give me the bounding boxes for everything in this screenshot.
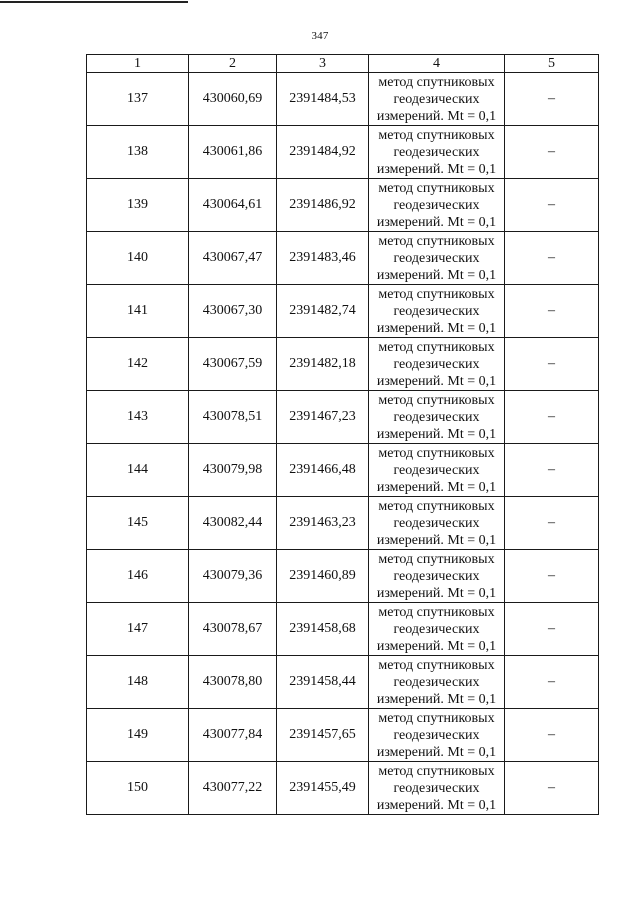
method-line: геодезических <box>393 621 480 637</box>
y-coordinate-cell: 2391484,92 <box>277 126 369 179</box>
method-cell <box>369 338 505 391</box>
method-line: метод спутниковых <box>378 127 495 143</box>
method-cell <box>369 656 505 709</box>
note-cell: – <box>505 709 599 762</box>
table-row <box>87 762 599 815</box>
method-line: измерений. Mt = 0,1 <box>376 214 497 230</box>
method-line: измерений. Mt = 0,1 <box>376 744 497 760</box>
method-line: метод спутниковых <box>378 498 495 514</box>
x-coordinate-cell: 430067,47 <box>189 232 277 285</box>
y-coordinate-cell: 2391486,92 <box>277 179 369 232</box>
point-number-cell: 142 <box>87 338 189 391</box>
method-line: геодезических <box>393 674 480 690</box>
method-cell <box>369 285 505 338</box>
table-row <box>87 126 599 179</box>
method-line: измерений. Mt = 0,1 <box>376 479 497 495</box>
method-line: метод спутниковых <box>378 392 495 408</box>
note-cell: – <box>505 232 599 285</box>
method-cell <box>369 444 505 497</box>
header-cell-5: 5 <box>505 55 599 73</box>
method-line: геодезических <box>393 515 480 531</box>
table-row <box>87 73 599 126</box>
method-cell <box>369 391 505 444</box>
method-line: метод спутниковых <box>378 657 495 673</box>
method-line: геодезических <box>393 409 480 425</box>
point-number-cell: 149 <box>87 709 189 762</box>
x-coordinate-cell: 430067,30 <box>189 285 277 338</box>
y-coordinate-cell: 2391466,48 <box>277 444 369 497</box>
method-line: измерений. Mt = 0,1 <box>376 161 497 177</box>
point-number-cell: 141 <box>87 285 189 338</box>
method-line: геодезических <box>393 780 480 796</box>
top-rule <box>0 1 188 3</box>
point-number-cell: 143 <box>87 391 189 444</box>
y-coordinate-cell: 2391458,44 <box>277 656 369 709</box>
y-coordinate-cell: 2391458,68 <box>277 603 369 656</box>
header-cell-1: 1 <box>87 55 189 73</box>
method-line: метод спутниковых <box>378 180 495 196</box>
note-cell: – <box>505 126 599 179</box>
method-cell <box>369 232 505 285</box>
point-number-cell: 144 <box>87 444 189 497</box>
method-line: измерений. Mt = 0,1 <box>376 267 497 283</box>
note-cell: – <box>505 497 599 550</box>
method-cell <box>369 603 505 656</box>
y-coordinate-cell: 2391483,46 <box>277 232 369 285</box>
note-cell: – <box>505 656 599 709</box>
y-coordinate-cell: 2391457,65 <box>277 709 369 762</box>
x-coordinate-cell: 430078,80 <box>189 656 277 709</box>
note-cell: – <box>505 391 599 444</box>
x-coordinate-cell: 430079,98 <box>189 444 277 497</box>
x-coordinate-cell: 430079,36 <box>189 550 277 603</box>
x-coordinate-cell: 430060,69 <box>189 73 277 126</box>
note-cell: – <box>505 762 599 815</box>
x-coordinate-cell: 430064,61 <box>189 179 277 232</box>
note-cell: – <box>505 338 599 391</box>
y-coordinate-cell: 2391482,74 <box>277 285 369 338</box>
method-line: геодезических <box>393 356 480 372</box>
method-line: измерений. Mt = 0,1 <box>376 320 497 336</box>
method-line: метод спутниковых <box>378 763 495 779</box>
y-coordinate-cell: 2391460,89 <box>277 550 369 603</box>
table-row <box>87 232 599 285</box>
note-cell: – <box>505 179 599 232</box>
table-row <box>87 444 599 497</box>
point-number-cell: 148 <box>87 656 189 709</box>
x-coordinate-cell: 430067,59 <box>189 338 277 391</box>
method-line: метод спутниковых <box>378 233 495 249</box>
method-line: геодезических <box>393 462 480 478</box>
table-row <box>87 338 599 391</box>
table-row <box>87 391 599 444</box>
x-coordinate-cell: 430082,44 <box>189 497 277 550</box>
y-coordinate-cell: 2391482,18 <box>277 338 369 391</box>
table-row <box>87 179 599 232</box>
x-coordinate-cell: 430077,22 <box>189 762 277 815</box>
point-number-cell: 146 <box>87 550 189 603</box>
method-line: измерений. Mt = 0,1 <box>376 797 497 813</box>
point-number-cell: 139 <box>87 179 189 232</box>
method-line: геодезических <box>393 91 480 107</box>
point-number-cell: 147 <box>87 603 189 656</box>
table-row <box>87 550 599 603</box>
note-cell: – <box>505 444 599 497</box>
point-number-cell: 150 <box>87 762 189 815</box>
page-number: 347 <box>311 30 329 42</box>
note-cell: – <box>505 603 599 656</box>
point-number-cell: 140 <box>87 232 189 285</box>
method-line: геодезических <box>393 144 480 160</box>
method-line: метод спутниковых <box>378 551 495 567</box>
y-coordinate-cell: 2391467,23 <box>277 391 369 444</box>
method-line: измерений. Mt = 0,1 <box>376 585 497 601</box>
method-line: геодезических <box>393 727 480 743</box>
method-cell <box>369 73 505 126</box>
header-cell-3: 3 <box>277 55 369 73</box>
table-row <box>87 603 599 656</box>
method-line: геодезических <box>393 568 480 584</box>
method-line: измерений. Mt = 0,1 <box>376 638 497 654</box>
method-line: геодезических <box>393 250 480 266</box>
header-cell-2: 2 <box>189 55 277 73</box>
table-body <box>87 73 599 815</box>
method-line: измерений. Mt = 0,1 <box>376 373 497 389</box>
method-line: геодезических <box>393 303 480 319</box>
note-cell: – <box>505 73 599 126</box>
method-line: геодезических <box>393 197 480 213</box>
y-coordinate-cell: 2391455,49 <box>277 762 369 815</box>
method-cell <box>369 497 505 550</box>
header-cell-4: 4 <box>369 55 505 73</box>
point-number-cell: 145 <box>87 497 189 550</box>
header-row <box>87 55 599 73</box>
method-line: метод спутниковых <box>378 74 495 90</box>
method-line: метод спутниковых <box>378 445 495 461</box>
method-line: измерений. Mt = 0,1 <box>376 532 497 548</box>
method-cell <box>369 550 505 603</box>
table-row <box>87 709 599 762</box>
y-coordinate-cell: 2391463,23 <box>277 497 369 550</box>
method-cell <box>369 762 505 815</box>
x-coordinate-cell: 430061,86 <box>189 126 277 179</box>
x-coordinate-cell: 430078,67 <box>189 603 277 656</box>
note-cell: – <box>505 550 599 603</box>
coordinates-table <box>86 54 599 815</box>
point-number-cell: 138 <box>87 126 189 179</box>
method-line: метод спутниковых <box>378 339 495 355</box>
method-line: метод спутниковых <box>378 604 495 620</box>
x-coordinate-cell: 430077,84 <box>189 709 277 762</box>
x-coordinate-cell: 430078,51 <box>189 391 277 444</box>
point-number-cell: 137 <box>87 73 189 126</box>
method-line: измерений. Mt = 0,1 <box>376 426 497 442</box>
note-cell: – <box>505 285 599 338</box>
method-line: метод спутниковых <box>378 710 495 726</box>
method-line: измерений. Mt = 0,1 <box>376 108 497 124</box>
method-line: измерений. Mt = 0,1 <box>376 691 497 707</box>
table-row <box>87 497 599 550</box>
method-cell <box>369 709 505 762</box>
method-cell <box>369 126 505 179</box>
table-row <box>87 285 599 338</box>
y-coordinate-cell: 2391484,53 <box>277 73 369 126</box>
method-line: метод спутниковых <box>378 286 495 302</box>
method-cell <box>369 179 505 232</box>
table-row <box>87 656 599 709</box>
